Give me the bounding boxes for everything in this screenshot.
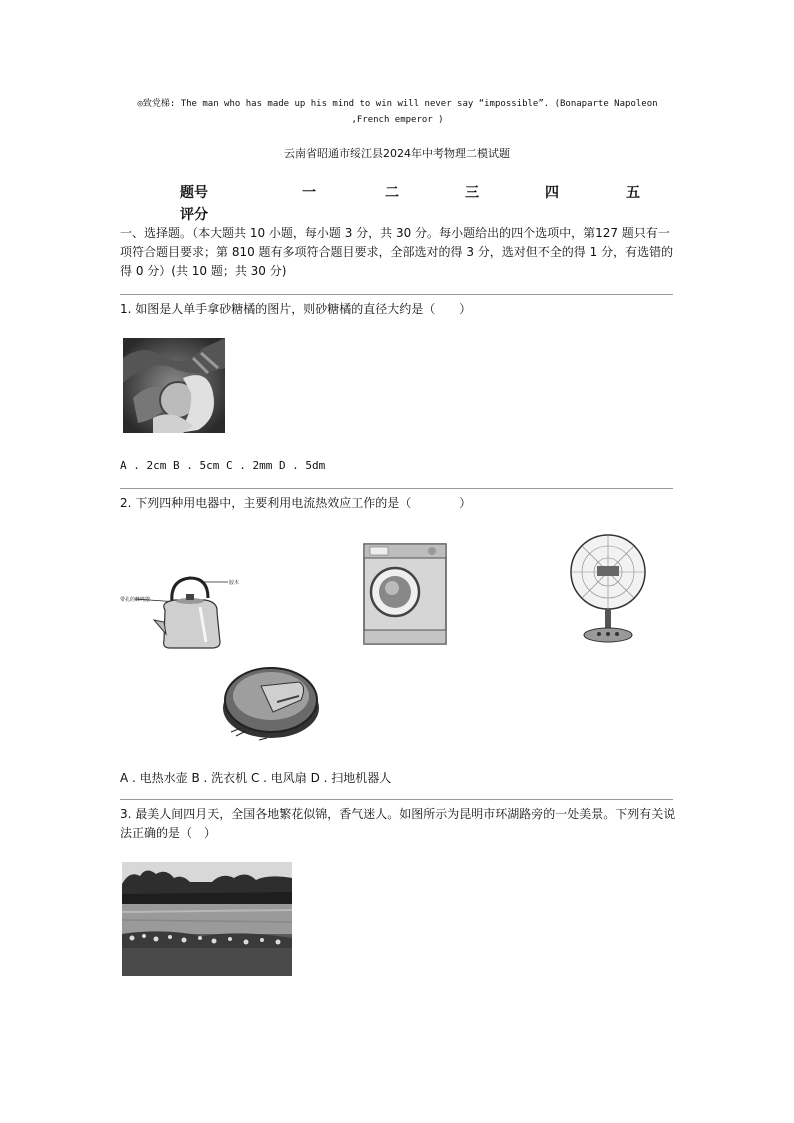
score-table-col-5: 五 bbox=[626, 185, 640, 201]
score-table-col-3: 三 bbox=[465, 185, 479, 201]
score-table-col-1: 一 bbox=[302, 185, 316, 201]
electric-fan-image bbox=[563, 533, 649, 645]
score-table-row-label: 题号 bbox=[180, 185, 208, 201]
score-table-score-label: 评分 bbox=[180, 207, 208, 223]
robot-vacuum-image bbox=[221, 656, 321, 744]
question-3-lake-image bbox=[122, 862, 292, 976]
question-1-image bbox=[123, 338, 225, 433]
question-3-stem: 3. 最美人间四月天，全国各地繁花似锦，香气迷人。如图所示为昆明市环湖路旁的一处美景。下列有关说法正确的是（ ） bbox=[120, 807, 676, 840]
question-2-stem: 2. 下列四种用电器中，主要利用电流热效应工作的是（ ） bbox=[120, 496, 472, 510]
exam-title: 云南省昭通市绥江县2024年中考物理二模试题 bbox=[284, 147, 510, 160]
kettle-callout-handle: 胶木 bbox=[229, 580, 240, 586]
washing-machine-image bbox=[362, 542, 448, 646]
score-table-col-4: 四 bbox=[545, 185, 559, 201]
kettle-callout-whistle: 带孔的蜂鸣器 bbox=[120, 597, 151, 603]
score-table-col-2: 二 bbox=[385, 185, 399, 201]
question-2-options: A . 电热水壶 B . 洗衣机 C . 电风扇 D . 扫地机器人 bbox=[120, 771, 392, 785]
divider bbox=[120, 799, 673, 800]
section-instructions: 一、选择题。（本大题共 10 小题，每小题 3 分，共 30 分。每小题给出的四个选项中，第127 题只有一项符合题目要求；第 810 题有多项符合题目要求，全部选对的得 3 分，选对但不全的得 1 分，有选错的得 0 分）(共 10 题；共 30 分) bbox=[120, 226, 674, 278]
motto-quote: ◎致党梯: The man who has made up his mind to win will never say “impossible”. (Bonaparte Napoleon ,French emperor ) bbox=[137, 99, 658, 125]
question-1-options: A . 2cm B . 5cm C . 2mm D . 5dm bbox=[120, 459, 326, 472]
divider bbox=[120, 294, 673, 295]
question-1-stem: 1. 如图是人单手拿砂糖橘的图片，则砂糖橘的直径大约是（ ） bbox=[120, 302, 472, 316]
divider bbox=[120, 488, 673, 489]
